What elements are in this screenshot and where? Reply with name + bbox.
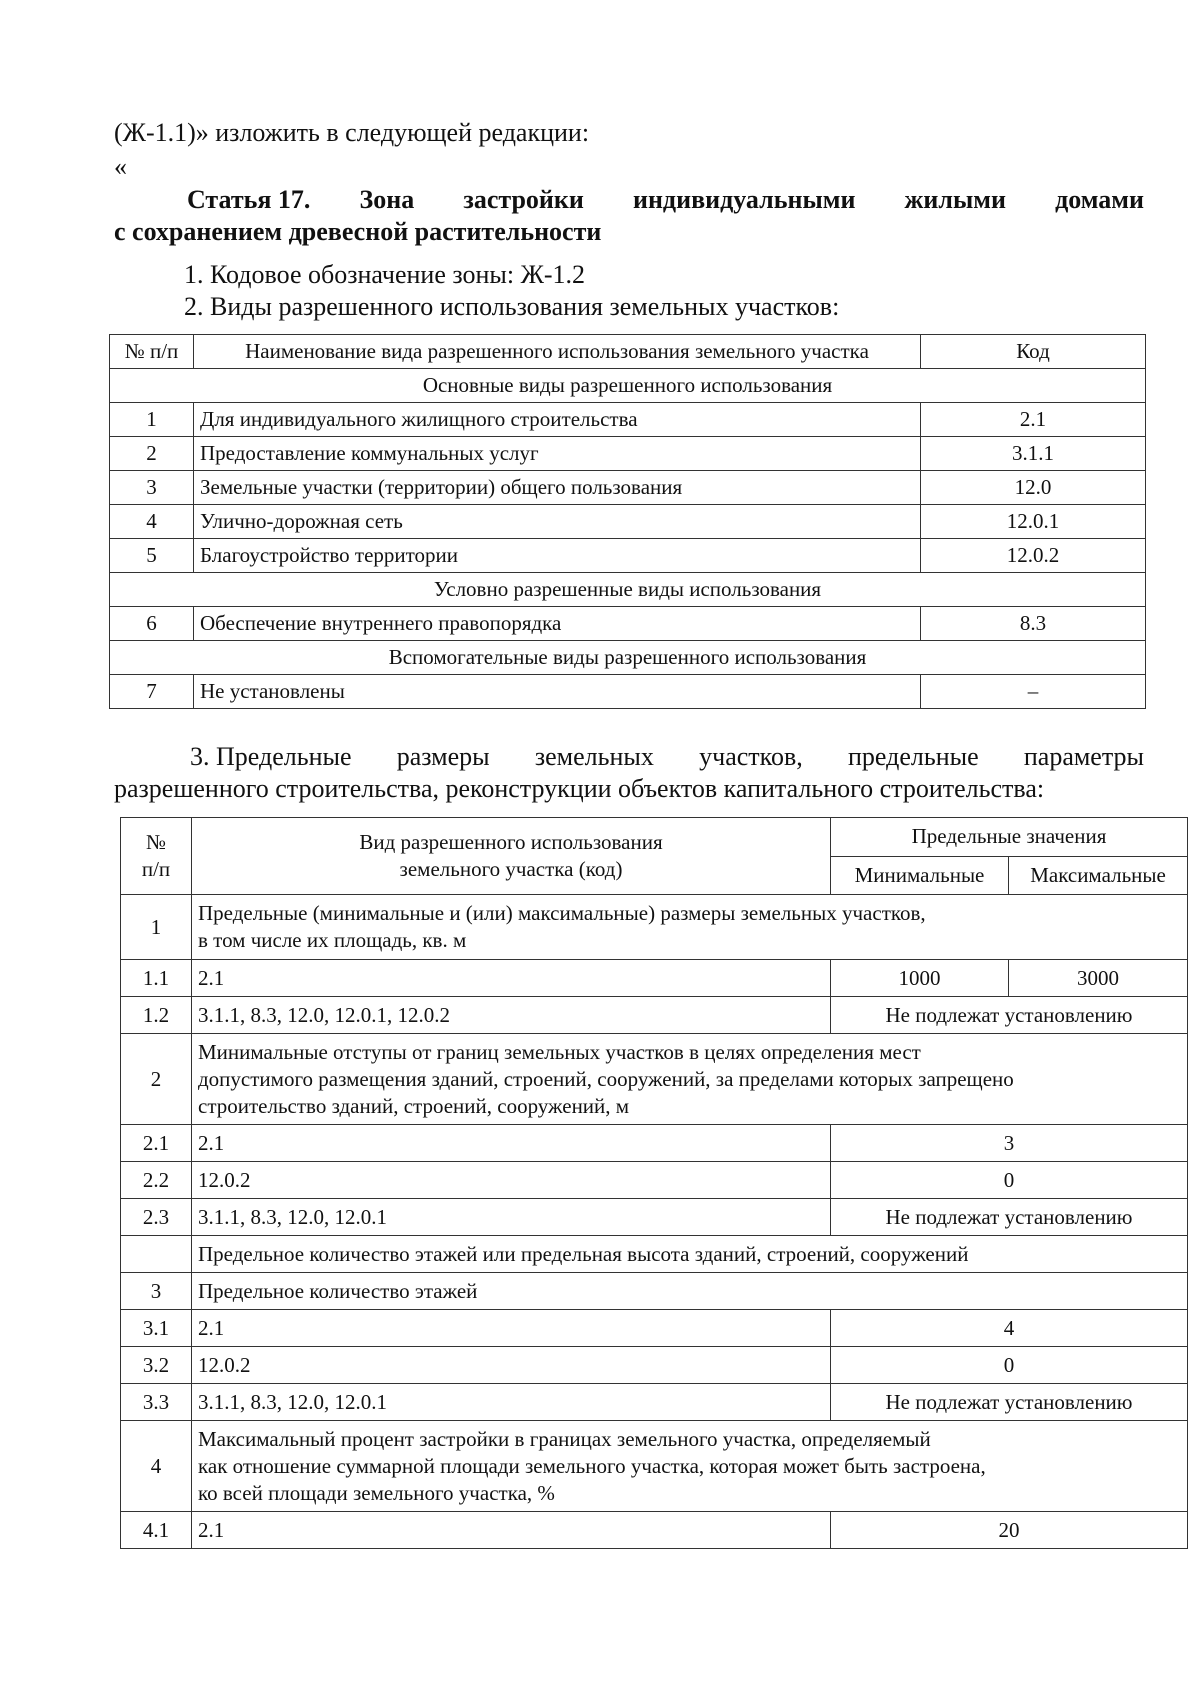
table-row	[121, 1162, 1188, 1199]
table-row	[121, 1199, 1188, 1236]
header-name: Наименование вида разрешенного использования земельного участка	[194, 335, 921, 369]
row-num: 1.2	[121, 997, 192, 1034]
row-value: 0	[831, 1347, 1188, 1384]
row-code: 2.1	[192, 1512, 831, 1549]
header-max: Максимальные	[1009, 856, 1188, 895]
table-row	[110, 539, 1146, 573]
row-name: Для индивидуального жилищного строительства	[194, 403, 921, 437]
row-num: 3	[121, 1273, 192, 1310]
row-name: Не установлены	[194, 675, 921, 709]
row-value: 0	[831, 1162, 1188, 1199]
row-name: Благоустройство территории	[194, 539, 921, 573]
limits-item-line1	[114, 741, 1144, 773]
section-row	[110, 369, 1146, 403]
row-code: 3.1.1, 8.3, 12.0, 12.0.1	[192, 1199, 831, 1236]
row-code: 2.1	[192, 1310, 831, 1347]
row-num: 3.3	[121, 1384, 192, 1421]
article-word: жилыми	[904, 185, 1006, 214]
row-num: 7	[110, 675, 194, 709]
row-num: 3	[110, 471, 194, 505]
row-value: Не подлежат установлению	[831, 997, 1188, 1034]
row-num: 5	[110, 539, 194, 573]
table-header-row	[110, 335, 1146, 369]
section-row	[110, 573, 1146, 607]
table-header-row	[121, 818, 1188, 857]
row-num: 1.1	[121, 960, 192, 997]
table-row	[121, 960, 1188, 997]
header-min: Минимальные	[831, 856, 1009, 895]
table-row	[110, 471, 1146, 505]
row-code: 12.0.2	[192, 1347, 831, 1384]
table-row	[121, 1034, 1188, 1125]
row-text: Предельное количество этажей	[192, 1273, 1188, 1310]
limits-word: земельных	[534, 742, 654, 771]
intro-text: (Ж-1.1)» изложить в следующей редакции:	[114, 118, 590, 147]
table-row	[110, 505, 1146, 539]
limits-word: параметры	[1023, 742, 1144, 771]
permitted-use-item: 2. Виды разрешенного использования земельных участков:	[184, 292, 840, 321]
limits-word: размеры	[396, 742, 490, 771]
row-num: 3.1	[121, 1310, 192, 1347]
article-word: Статья 17.	[187, 185, 311, 214]
row-value: 20	[831, 1512, 1188, 1549]
row-value: Не подлежат установлению	[831, 1384, 1188, 1421]
row-value: 3	[831, 1125, 1188, 1162]
limits-word: предельные	[847, 742, 979, 771]
row-value: Не подлежат установлению	[831, 1199, 1188, 1236]
section-conditional: Условно разрешенные виды использования	[110, 573, 1146, 607]
limits-word: участков,	[699, 742, 803, 771]
article-heading-line1	[114, 184, 1144, 216]
row-num: 4	[110, 505, 194, 539]
row-num-empty	[121, 1236, 192, 1273]
row-code: –	[921, 675, 1146, 709]
row-code: 3.1.1, 8.3, 12.0, 12.0.1, 12.0.2	[192, 997, 831, 1034]
row-code: 12.0.2	[192, 1162, 831, 1199]
row-max: 3000	[1009, 960, 1188, 997]
header-limits: Предельные значения	[831, 818, 1188, 857]
row-code: 3.1.1, 8.3, 12.0, 12.0.1	[192, 1384, 831, 1421]
header-code: Код	[921, 335, 1146, 369]
limits-word: 3. Предельные	[190, 742, 352, 771]
header-num: № п/п	[110, 335, 194, 369]
row-name: Улично-дорожная сеть	[194, 505, 921, 539]
article-word: застройки	[463, 185, 584, 214]
table-row	[121, 1310, 1188, 1347]
article-heading-line2: с сохранением древесной растительности	[114, 217, 602, 246]
row-num: 2.2	[121, 1162, 192, 1199]
row-code: 2.1	[921, 403, 1146, 437]
permitted-use-table	[109, 334, 1146, 709]
header-num: № п/п	[121, 818, 192, 895]
row-num: 6	[110, 607, 194, 641]
article-word: домами	[1055, 185, 1144, 214]
article-heading	[114, 184, 1144, 248]
table-row	[121, 1421, 1188, 1512]
section-row	[110, 641, 1146, 675]
row-name: Обеспечение внутреннего правопорядка	[194, 607, 921, 641]
table-row	[110, 403, 1146, 437]
row-code: 2.1	[192, 960, 831, 997]
table-row	[121, 997, 1188, 1034]
table-row	[110, 607, 1146, 641]
row-code: 2.1	[192, 1125, 831, 1162]
table-row	[121, 1384, 1188, 1421]
limits-item-line2: разрешенного строительства, реконструкции объектов капитального строительства:	[114, 774, 1045, 803]
table-row	[110, 675, 1146, 709]
row-num: 1	[121, 895, 192, 960]
table-row	[121, 1236, 1188, 1273]
row-text: Предельные (минимальные и (или) максимальные) размеры земельных участков, в том числе их площадь, кв. м	[192, 895, 1188, 960]
row-num: 3.2	[121, 1347, 192, 1384]
table-row	[121, 1273, 1188, 1310]
row-text: Минимальные отступы от границ земельных участков в целях определения мест допустимого размещения зданий, строений, сооружений, за пределами которых запрещено строительство зданий, строений, сооружений, м	[192, 1034, 1188, 1125]
row-num: 4	[121, 1421, 192, 1512]
table-row	[121, 895, 1188, 960]
row-code: 8.3	[921, 607, 1146, 641]
section-auxiliary: Вспомогательные виды разрешенного использования	[110, 641, 1146, 675]
row-code: 12.0	[921, 471, 1146, 505]
row-name: Земельные участки (территории) общего пользования	[194, 471, 921, 505]
header-kind: Вид разрешенного использования земельного участка (код)	[192, 818, 831, 895]
table-row	[110, 437, 1146, 471]
article-word: индивидуальными	[632, 185, 856, 214]
row-num: 2.1	[121, 1125, 192, 1162]
limits-table	[120, 817, 1188, 1549]
row-code: 12.0.2	[921, 539, 1146, 573]
row-code: 3.1.1	[921, 437, 1146, 471]
quote-mark: «	[114, 152, 127, 181]
row-text: Предельное количество этажей или предельная высота зданий, строений, сооружений	[192, 1236, 1188, 1273]
row-value: 4	[831, 1310, 1188, 1347]
row-num: 2	[121, 1034, 192, 1125]
section-main: Основные виды разрешенного использования	[110, 369, 1146, 403]
row-code: 12.0.1	[921, 505, 1146, 539]
row-num: 2	[110, 437, 194, 471]
table-row	[121, 1347, 1188, 1384]
row-num: 4.1	[121, 1512, 192, 1549]
table-row	[121, 1125, 1188, 1162]
row-num: 1	[110, 403, 194, 437]
article-word: Зона	[359, 185, 415, 214]
row-num: 2.3	[121, 1199, 192, 1236]
zone-code-item: 1. Кодовое обозначение зоны: Ж-1.2	[184, 260, 586, 289]
row-min: 1000	[831, 960, 1009, 997]
row-text: Максимальный процент застройки в границах земельного участка, определяемый как отношение суммарной площади земельного участка, которая может быть застроена, ко всей площади земельного участка, %	[192, 1421, 1188, 1512]
table-row	[121, 1512, 1188, 1549]
row-name: Предоставление коммунальных услуг	[194, 437, 921, 471]
